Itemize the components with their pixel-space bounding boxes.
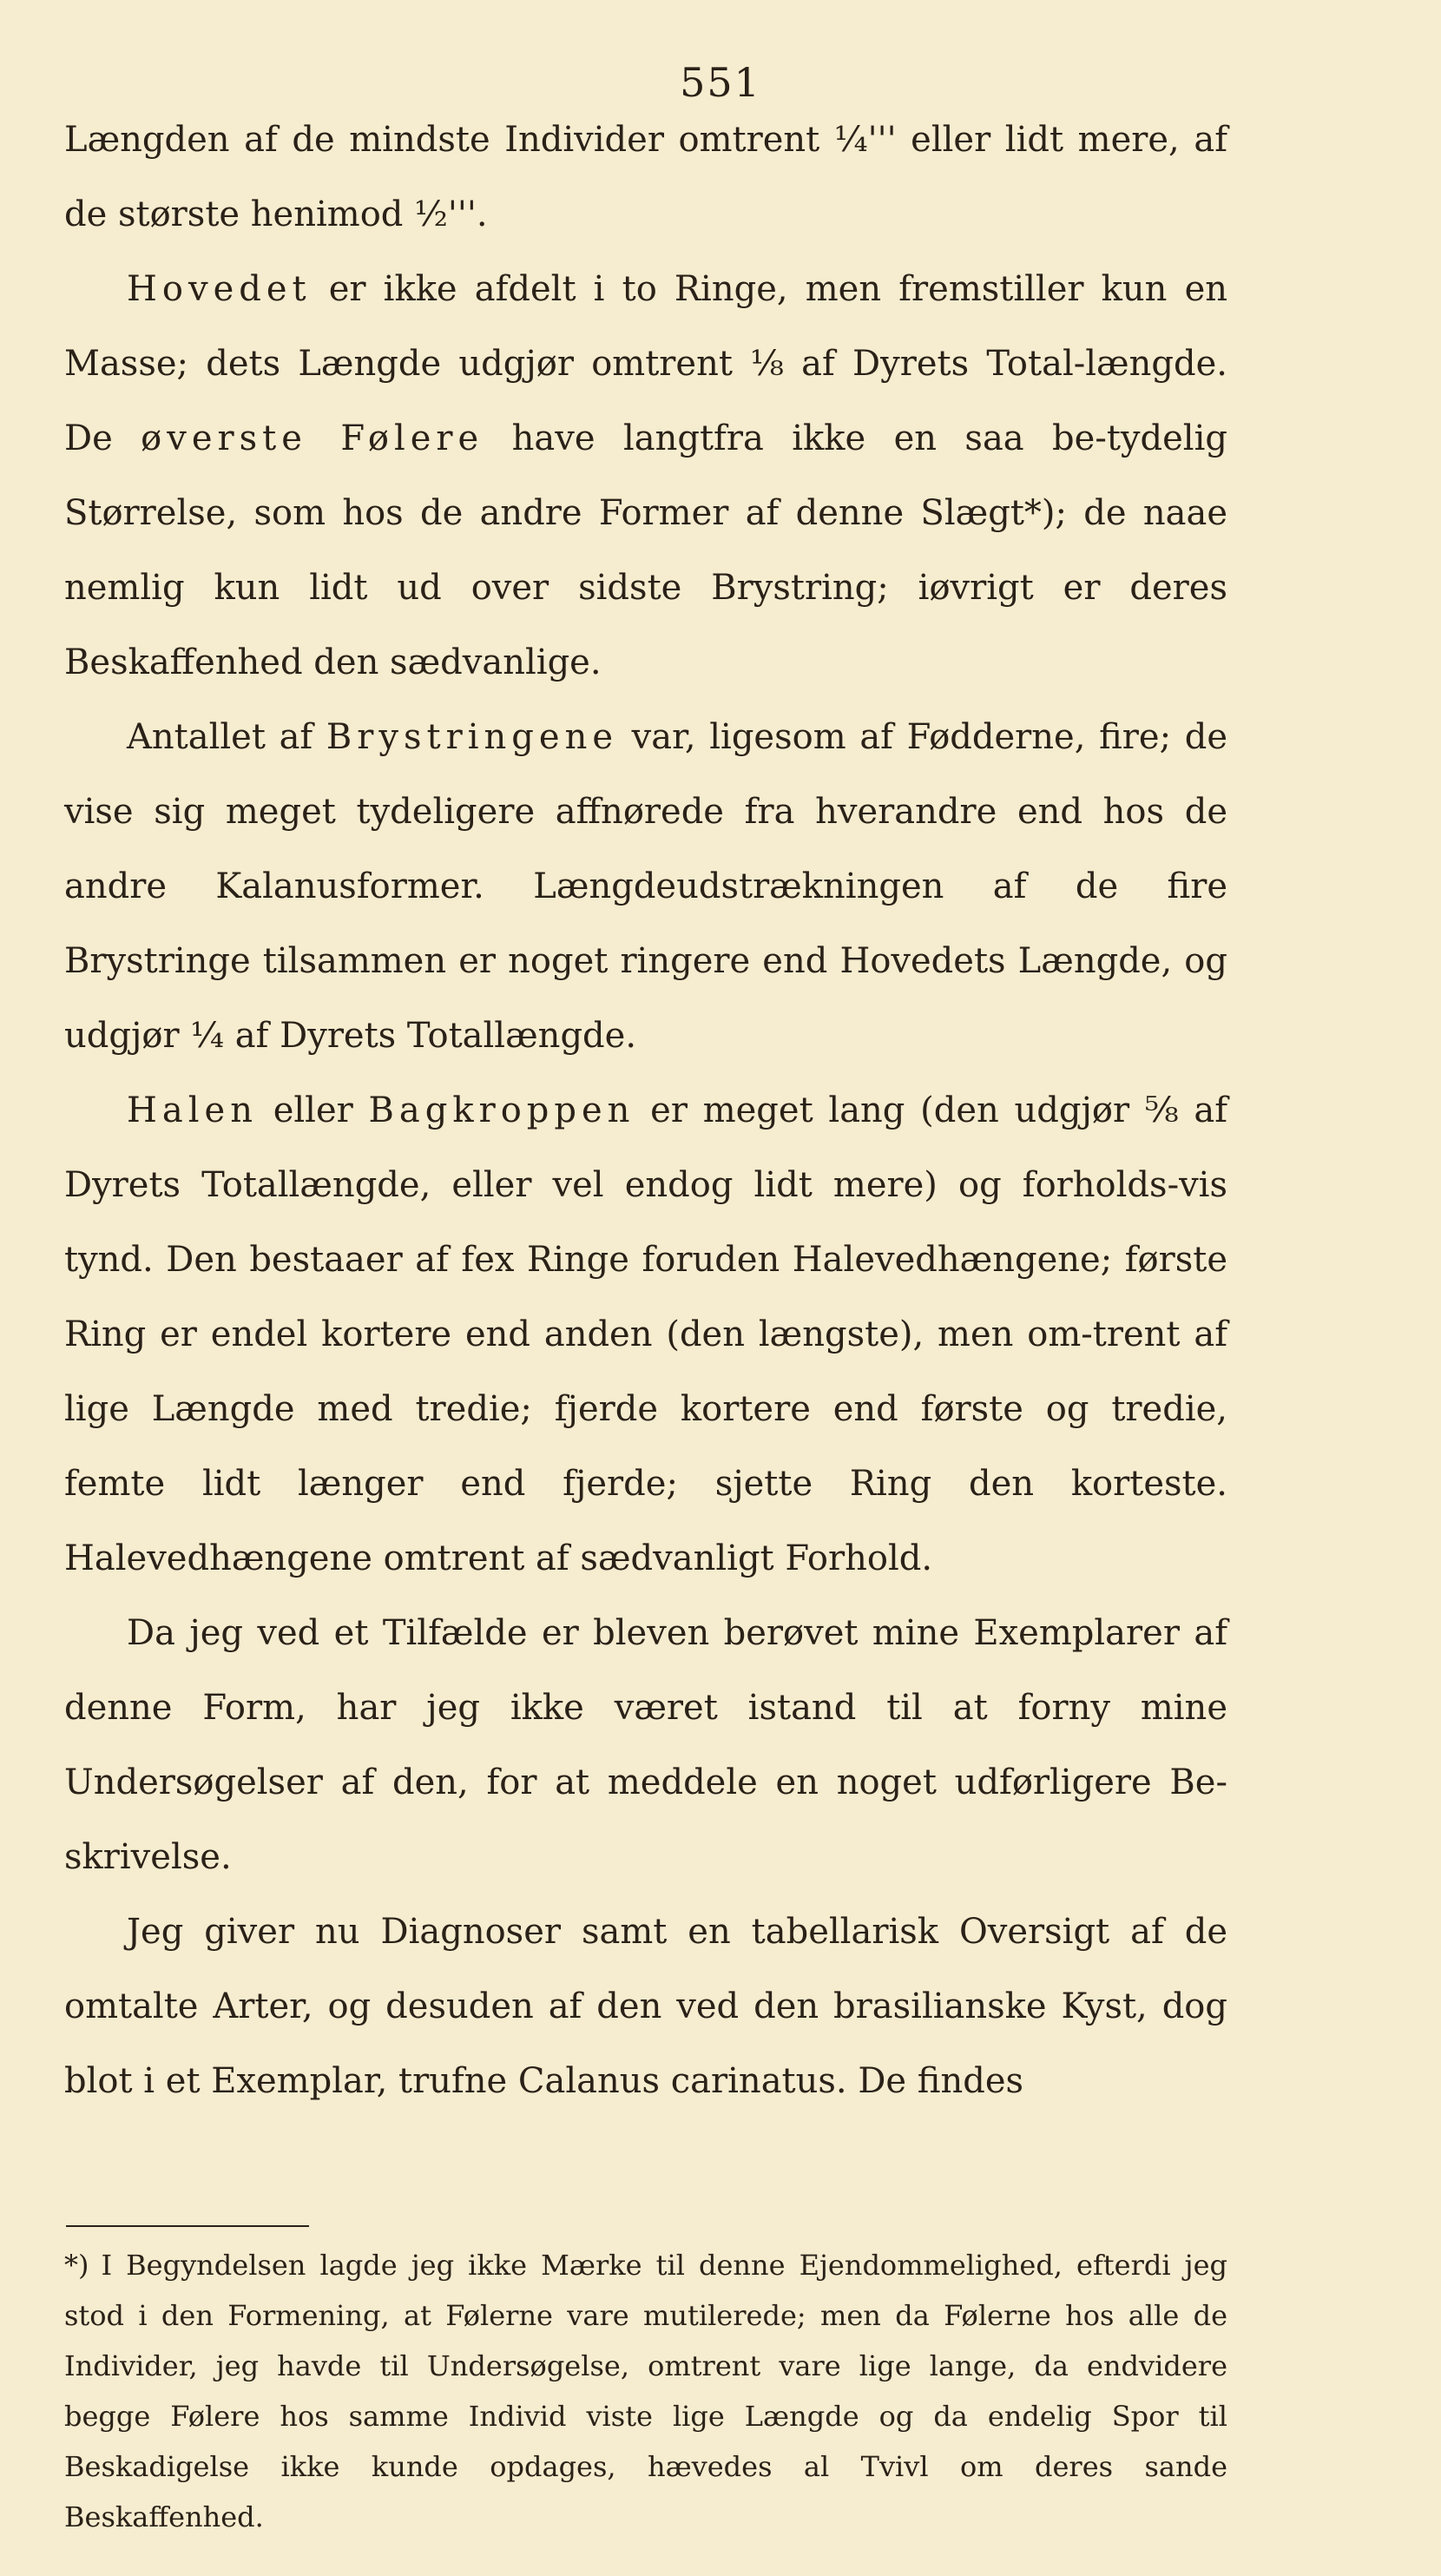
paragraph-2 xyxy=(64,252,1227,700)
term-halen: Halen xyxy=(127,1090,258,1130)
paragraph-4 xyxy=(64,1073,1227,1596)
body-text xyxy=(64,102,1227,2118)
paragraph-6 xyxy=(64,1894,1227,2118)
page-number: 551 xyxy=(680,59,761,106)
paragraph-3-text: Antallet af xyxy=(127,717,326,757)
footnote-divider xyxy=(66,2225,309,2227)
footnote-text: I Begyndelsen lagde jeg ikke Mærke til denne Ejendommelighed, efterdi jeg stod i den Formening, at Følerne vare mutilerede; men da Følerne hos alle de Individer, jeg havde til Undersøgelse, omtrent vare lige lange, da endvidere begge Følere hos samme Individ viste lige Længde og da endelig Spor til Beskadigelse ikke kunde opdages, hævedes al Tvivl om deres sande Beskaffenhed. xyxy=(64,2249,1227,2533)
footnote xyxy=(64,2240,1227,2542)
paragraph-6-text: Jeg giver nu Diagnoser samt en tabellarisk Oversigt af de omtalte Arter, og desuden af den ved den brasilianske Kyst, dog blot i et Exemplar, trufne Calanus carinatus. De findes xyxy=(64,1912,1227,2101)
paragraph-4-text-2: er meget lang (den udgjør ⅝ af Dyrets Totallængde, eller vel endog lidt mere) og forholds-vis tynd. Den bestaaer af fex Ringe foruden Halevedhængene; første Ring er endel kortere end anden (den længste), men om-trent af lige Længde med tredie; fjerde kortere end første og tredie, femte lidt længer end fjerde; sjette Ring den korteste. Halevedhængene omtrent af sædvanligt Forhold. xyxy=(64,1090,1227,1578)
term-bagkroppen: Bagkroppen xyxy=(368,1090,635,1130)
paragraph-2-text: er ikke afdelt i to Ringe, men fremstiller kun en Masse; dets Længde udgjør omtrent ⅛ af Dyrets Total-længde. De xyxy=(64,269,1227,458)
term-oeverste-foelere: øverste Følere xyxy=(141,418,484,458)
term-brystringene: Brystringene xyxy=(326,717,619,757)
paragraph-5 xyxy=(64,1596,1227,1894)
term-hovedet: Hovedet xyxy=(127,269,312,309)
paragraph-1-text: Længden af de mindste Individer omtrent ¼''' eller lidt mere, af de største henimod ½'''. xyxy=(64,120,1227,234)
paragraph-1 xyxy=(64,102,1227,252)
paragraph-4-text: eller xyxy=(257,1090,369,1130)
paragraph-5-text: Da jeg ved et Tilfælde er bleven berøvet mine Exemplarer af denne Form, har jeg ikke været istand til at forny mine Undersøgelser af den, for at meddele en noget udførligere Be-skrivelse. xyxy=(64,1613,1227,1877)
paragraph-2-text-2: have langtfra ikke en saa be-tydelig Størrelse, som hos de andre Former af denne Slægt*); de naae nemlig kun lidt ud over sidste Brystring; iøvrigt er deres Beskaffenhed den sædvanlige. xyxy=(64,418,1227,682)
paragraph-3 xyxy=(64,700,1227,1073)
footnote-paragraph xyxy=(64,2240,1227,2542)
paragraph-3-text-2: var, ligesom af Fødderne, fire; de vise sig meget tydeligere affnørede fra hverandre end hos de andre Kalanusformer. Længdeudstrækningen af de fire Brystringe tilsammen er noget ringere end Hovedets Længde, og udgjør ¼ af Dyrets Totallængde. xyxy=(64,717,1228,1056)
footnote-mark: *) xyxy=(64,2249,89,2282)
